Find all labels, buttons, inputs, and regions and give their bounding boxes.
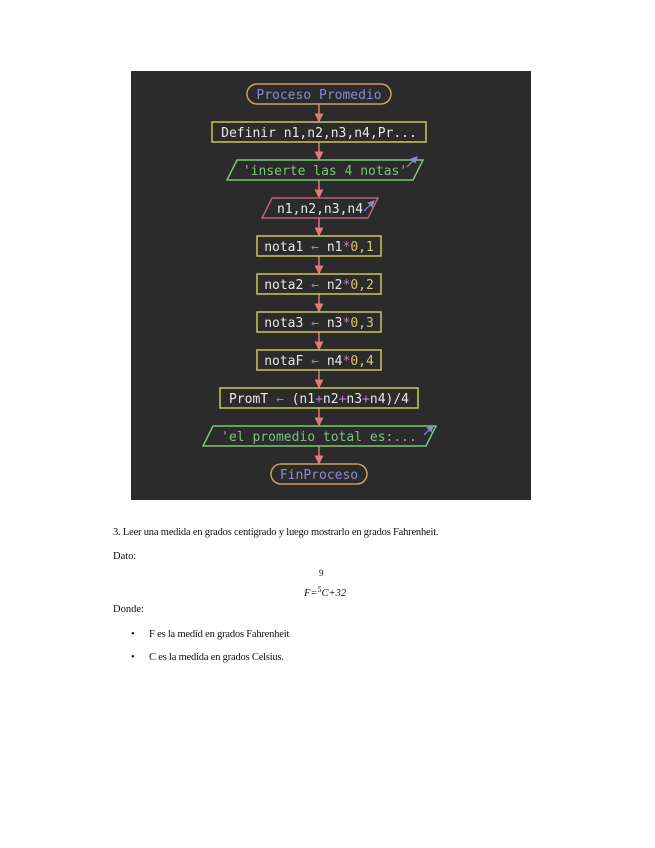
svg-text:notaF ← n4*0,4: notaF ← n4*0,4 xyxy=(264,354,374,369)
assign-box-3 xyxy=(257,312,381,332)
exercise-heading: 3. Leer una medida en grados centígrado y luego mostrarlo en grados Fahrenheit. xyxy=(113,527,439,538)
assign-box-2 xyxy=(257,274,381,294)
svg-text:PromT ← (n1+n2+n3+n4)/4: PromT ← (n1+n2+n3+n4)/4 xyxy=(228,392,410,407)
assign-box-4 xyxy=(257,350,381,370)
output-box-2 xyxy=(203,426,436,446)
formula-numerator: 9 xyxy=(319,568,324,578)
formula-lhs: F= xyxy=(304,588,318,599)
formula-denominator: 5 xyxy=(317,585,322,594)
list-item xyxy=(131,652,284,663)
svg-text:nota2 ← n2*0,2: nota2 ← n2*0,2 xyxy=(264,278,374,293)
bullet-icon: • xyxy=(131,629,135,640)
output1-label: 'inserte las 4 notas' xyxy=(242,164,408,179)
assign-box-5 xyxy=(220,388,418,408)
list-item xyxy=(131,629,289,640)
input-label: n1,n2,n3,n4 xyxy=(276,202,364,217)
svg-text:Proceso Promedio xyxy=(256,88,381,103)
output2-label: 'el promedio total es:... xyxy=(221,430,417,445)
output-arrow-icon xyxy=(407,157,417,167)
svg-text:nota1 ← n1*0,1: nota1 ← n1*0,1 xyxy=(264,240,374,255)
list-item-text: C es la medida en grados Celsius. xyxy=(149,652,284,663)
end-label: FinProceso xyxy=(279,468,359,483)
formula xyxy=(300,568,356,602)
flowchart xyxy=(131,71,531,500)
define-box xyxy=(212,122,426,142)
formula-rhs: C+32 xyxy=(321,588,347,599)
define-label: Definir n1,n2,n3,n4,Pr... xyxy=(221,126,417,141)
donde-label: Donde: xyxy=(113,604,144,615)
flowchart-image xyxy=(131,71,531,500)
start-terminal xyxy=(247,84,391,104)
input-box xyxy=(262,198,378,218)
assign-box-1 xyxy=(257,236,381,256)
list-item-text: F es la medid en grados Fahrenheit xyxy=(149,629,290,640)
bullet-icon: • xyxy=(131,652,135,663)
svg-text:nota3 ← n3*0,3: nota3 ← n3*0,3 xyxy=(264,316,374,331)
end-terminal xyxy=(271,464,367,484)
start-label: Proceso Promedio xyxy=(256,88,382,103)
output-box-1 xyxy=(227,157,423,180)
dato-label: Dato: xyxy=(113,551,137,562)
